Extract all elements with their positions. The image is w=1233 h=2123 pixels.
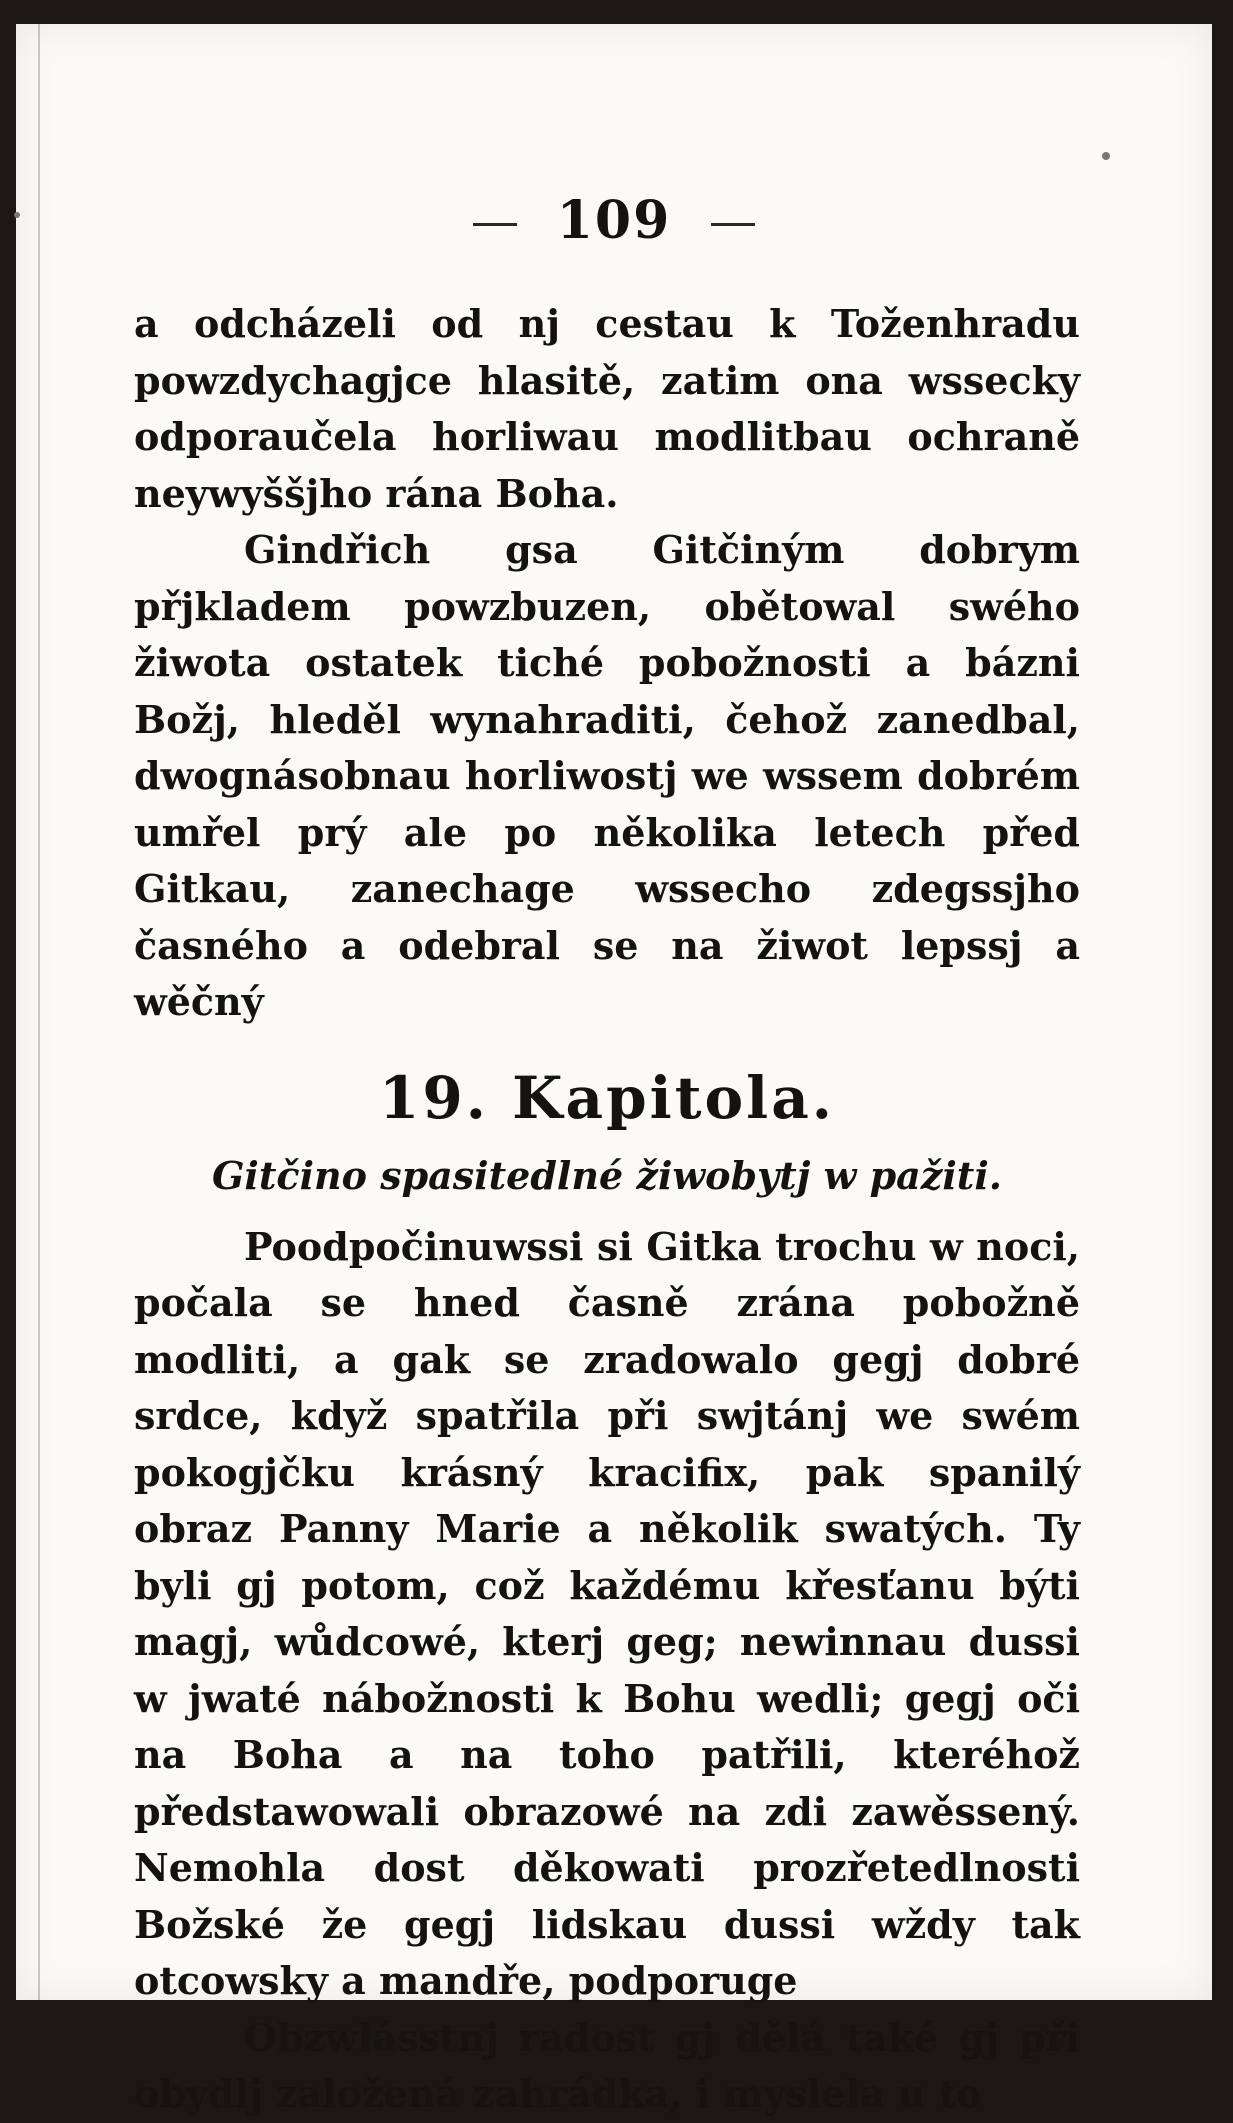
- page-number: 109: [556, 190, 672, 251]
- paper-speck: [1102, 152, 1110, 160]
- page-edge-line: [38, 24, 40, 2000]
- header-dash-right: [711, 223, 755, 226]
- page-body: [134, 296, 1080, 2123]
- paragraph-4: Obzwlásstnj radost gj dělá také gj při obydlj založená zahrádka, i myslela u to: [134, 2014, 1080, 2116]
- book-page: [16, 24, 1212, 2116]
- paragraph-3: Poodpočinuwssi si Gitka trochu w noci, počala se hned časně zrána pobožně modliti, a gak se zradowalo gegj dobré srdce, když spatřila při swjtánj we swém pokogjčku krásný kracifix, pak spanilý obraz Panny Marie a několik swatých. Ty byli gj potom, což každému křesťanu býti magj, wůdcowé, kterj geg; newinnau dussi w jwaté nábožnosti k Bohu wedli; gegj oči na Boha a na toho patřili, kteréhož předstawowali obrazowé na zdi zawěssený. Nemohla dost děkowati prozřetedlnosti Božské že gegj lidskau dussi wždy tak otcowsky a mandře, podporuge: [134, 1223, 1080, 2003]
- paragraph-1: a odcházeli od nj cestau k Toženhradu powzdychagjce hlasitě, zatim ona wssecky odporaučela horliwau modlitbau ochraně neywyššjho rána Boha.: [134, 301, 1080, 516]
- header-dash-left: [473, 223, 517, 226]
- paragraph-2: Gindřich gsa Gitčiným dobrym přjkladem powzbuzen, obětowal swého žiwota ostatek tiché pobožnosti a bázni Božj, hleděl wynahraditi, čehož zanedbal, dwognásobnau horliwostj we wssem dobrém umřel prý ale po několika letech před Gitkau, zanechage wssecho zdegssjho časného a odebral se na žiwot lepssj a wěčný: [134, 527, 1080, 1024]
- chapter-subtitle: Gitčino spasitedlné žiwobytj w pažiti.: [211, 1152, 1003, 1198]
- page-header: [16, 190, 1212, 251]
- chapter-title: 19. Kapitola.: [379, 1063, 835, 1132]
